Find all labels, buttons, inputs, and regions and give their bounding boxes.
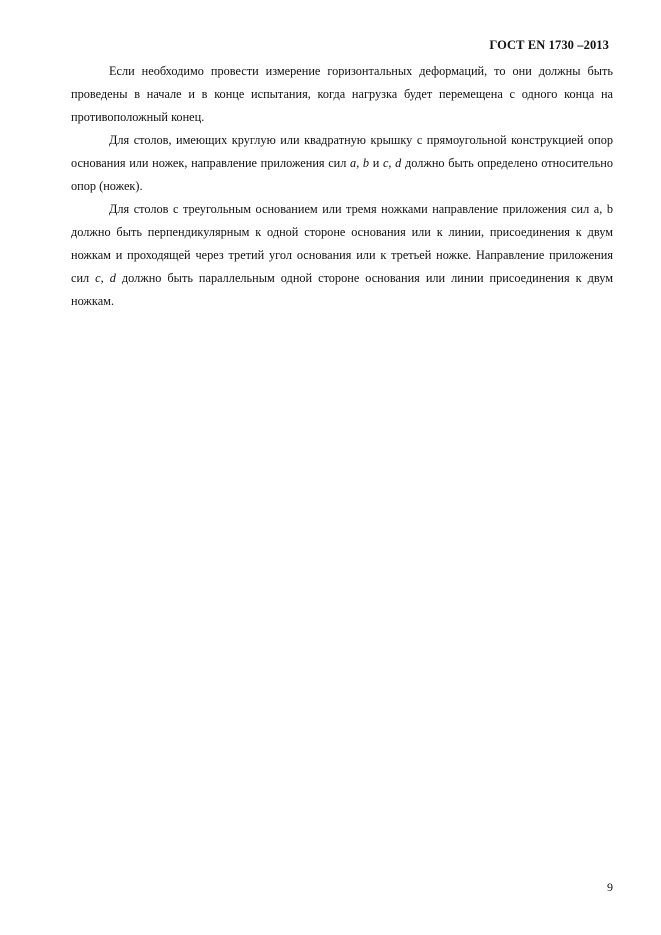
- paragraph-text: Если необходимо провести измерение горизонтальных деформаций, то они должны быть проведены в начале и в конце испытания, когда нагрузка будет перемещена с одного конца на противоположный конец.: [71, 64, 613, 124]
- paragraph-horizontal-deformations: [71, 60, 613, 129]
- paragraph-text: Для столов с треугольным основанием или тремя ножками направление приложения сил a, b должно быть перпендикулярным к одной стороне основания или к линии, присоединения к двум ножкам и проходящей через третий угол основания или к третьей ножке. Направление приложения сил: [71, 202, 613, 285]
- paragraph-triangular-tables: [71, 198, 613, 313]
- force-label-cd: c, d: [382, 156, 402, 170]
- paragraph-round-square-tables: [71, 129, 613, 198]
- document-code-header: ГОСТ EN 1730 –2013: [489, 38, 609, 52]
- paragraph-text: должно быть параллельным одной стороне основания или линии присоединения к двум ножкам.: [71, 271, 613, 308]
- page-number: 9: [607, 880, 613, 894]
- paragraph-text: должно быть определено относительно опор (ножек).: [71, 156, 613, 193]
- paragraph-text: и: [369, 156, 383, 170]
- document-body: [71, 60, 613, 313]
- force-label-ab: a, b: [350, 156, 370, 170]
- paragraph-text: Для столов, имеющих круглую или квадратную крышку с прямоугольной конструкцией опор основания или ножек, направление приложения сил: [71, 133, 613, 170]
- force-label-cd: c, d: [95, 271, 116, 285]
